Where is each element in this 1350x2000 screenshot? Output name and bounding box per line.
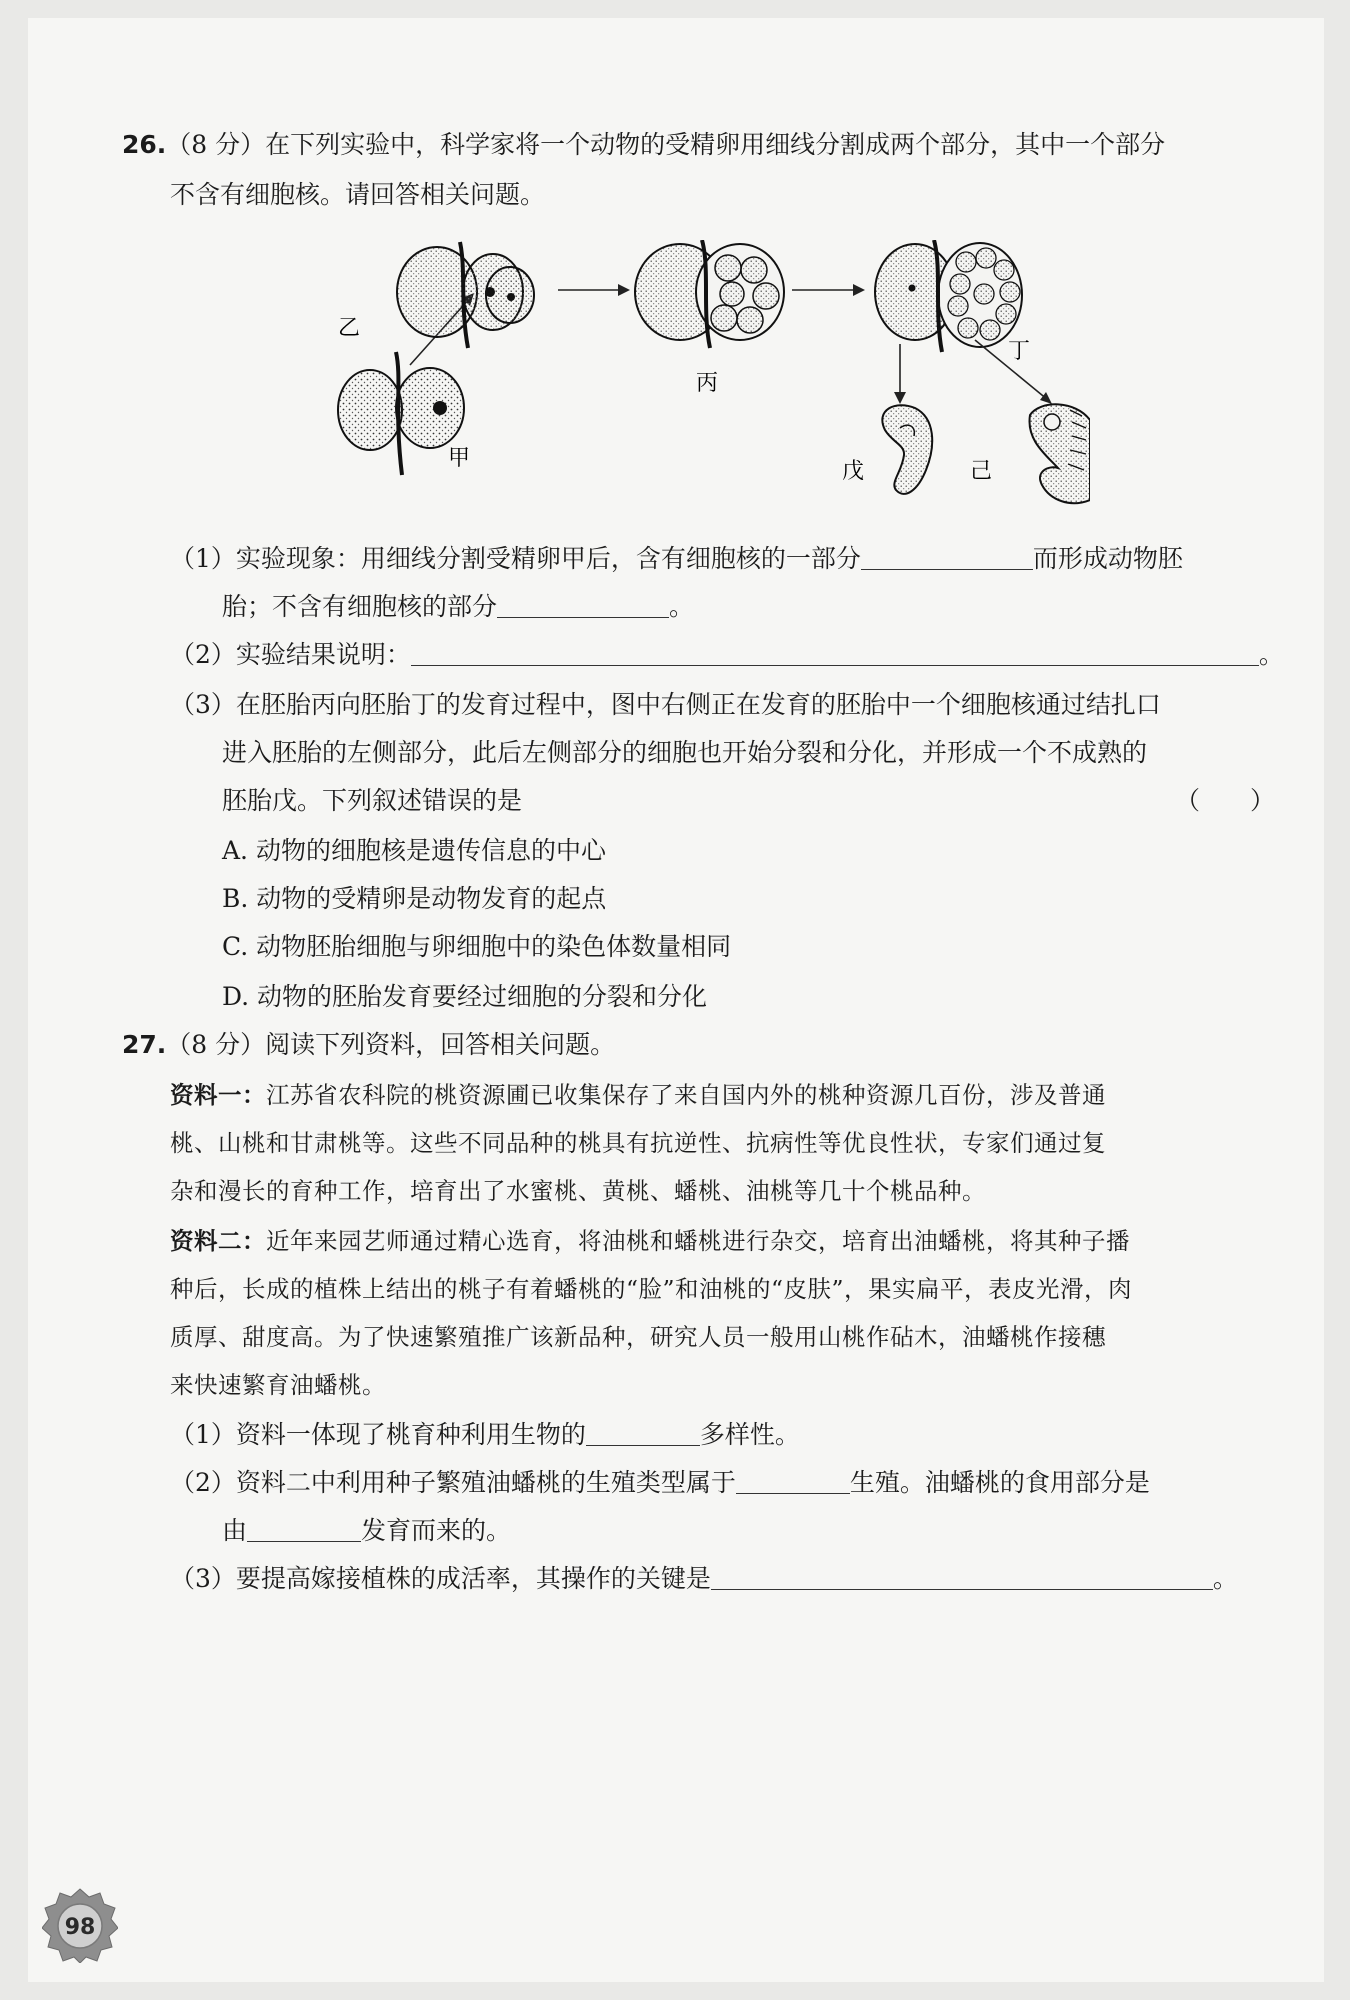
embryo-wu <box>882 405 932 494</box>
material-one-label: 资料一： <box>170 1081 266 1109</box>
material-two-line3: 质厚、甜度高。为了快速繁殖推广该新品种，研究人员一般用山桃作砧木，油蟠桃作接穗 <box>170 1323 1106 1351</box>
arrow-yi-bing <box>558 284 630 296</box>
q26-header <box>122 128 1165 162</box>
material-two-label: 资料二： <box>170 1227 266 1255</box>
embryo-ding <box>875 240 1022 352</box>
material-one-line1: 资料一：江苏省农科院的桃资源圃已收集保存了来自国内外的桃种资源几百份，涉及普通 <box>170 1081 1106 1109</box>
figure-label-yi: 乙 <box>338 316 361 341</box>
q26-part3-line2: 进入胚胎的左侧部分，此后左侧部分的细胞也开始分裂和分化，并形成一个不成熟的 <box>222 738 1148 767</box>
figure-label-wu: 戊 <box>842 459 865 484</box>
q26-part1-line2: 胎；不含有细胞核的部分 。 <box>222 592 695 621</box>
material-two-line1: 资料二：近年来园艺师通过精心选育，将油桃和蟠桃进行杂交，培育出油蟠桃，将其种子播 <box>170 1227 1130 1255</box>
embryo-yi <box>397 242 534 348</box>
q27-part1: （1）资料一体现了桃育种利用生物的 多样性。 <box>170 1420 800 1449</box>
q26-option-c: C. 动物胚胎细胞与卵细胞中的染色体数量相同 <box>222 932 732 961</box>
answer-blank-1[interactable] <box>861 545 1033 570</box>
q26-part3-line3: 胚胎戊。下列叙述错误的是 <box>222 786 523 815</box>
q27-header <box>122 1028 615 1062</box>
egg-jia <box>338 352 464 475</box>
embryo-experiment-figure <box>330 240 1090 510</box>
q26-part2: （2）实验结果说明： 。 <box>170 640 1284 669</box>
q26-stem-line2: 不含有细胞核。请回答相关问题。 <box>170 180 546 209</box>
q26-option-d: D. 动物的胚胎发育要经过细胞的分裂和分化 <box>222 982 708 1011</box>
figure-label-ding: 丁 <box>1008 339 1031 364</box>
figure-label-bing: 丙 <box>696 371 719 396</box>
q27-stem: （8 分）阅读下列资料，回答相关问题。 <box>166 1030 616 1059</box>
q26-option-a: A. 动物的细胞核是遗传信息的中心 <box>222 836 606 865</box>
q27-part2-line1: （2）资料二中利用种子繁殖油蟠桃的生殖类型属于 生殖。油蟠桃的食用部分是 <box>170 1468 1150 1497</box>
q27-number: 27. <box>122 1030 167 1059</box>
q26-number: 26. <box>122 130 167 159</box>
q27-part3: （3）要提高嫁接植株的成活率，其操作的关键是 。 <box>170 1564 1238 1593</box>
answer-blank-4[interactable] <box>586 1421 700 1446</box>
arrow-ding-wu <box>894 344 906 404</box>
embryo-bing <box>635 240 784 348</box>
answer-blank-2[interactable] <box>497 593 669 618</box>
q26-part1-line1: （1）实验现象：用细线分割受精卵甲后，含有细胞核的一部分 而形成动物胚 <box>170 544 1183 573</box>
page-number-badge <box>42 1887 118 1963</box>
answer-blank-5[interactable] <box>736 1469 850 1494</box>
figure-label-ji: 己 <box>970 459 993 484</box>
q27-part2-line2: 由 发育而来的。 <box>222 1516 512 1545</box>
figure-label-jia: 甲 <box>448 446 471 471</box>
q26-answer-parentheses[interactable]: （ ） <box>1175 786 1276 815</box>
material-one-line2: 桃、山桃和甘肃桃等。这些不同品种的桃具有抗逆性、抗病性等优良性状，专家们通过复 <box>170 1129 1106 1157</box>
answer-blank-3[interactable] <box>411 641 1259 666</box>
embryo-ji <box>1029 404 1090 503</box>
q26-option-b: B. 动物的受精卵是动物发育的起点 <box>222 884 607 913</box>
answer-blank-7[interactable] <box>711 1565 1213 1590</box>
material-two-line2: 种后，长成的植株上结出的桃子有着蟠桃的“脸”和油桃的“皮肤”，果实扁平，表皮光滑，肉 <box>170 1275 1133 1303</box>
arrow-bing-ding <box>792 284 865 296</box>
material-two-line4: 来快速繁育油蟠桃。 <box>170 1371 386 1399</box>
q26-part3-line1: （3）在胚胎丙向胚胎丁的发育过程中，图中右侧正在发育的胚胎中一个细胞核通过结扎口 <box>170 690 1161 719</box>
answer-blank-6[interactable] <box>247 1517 361 1542</box>
q26-stem-line1: （8 分）在下列实验中，科学家将一个动物的受精卵用细线分割成两个部分，其中一个部分 <box>166 130 1166 159</box>
page-number: 98 <box>64 1915 96 1940</box>
material-one-line3: 杂和漫长的育种工作，培育出了水蜜桃、黄桃、蟠桃、油桃等几十个桃品种。 <box>170 1177 986 1205</box>
